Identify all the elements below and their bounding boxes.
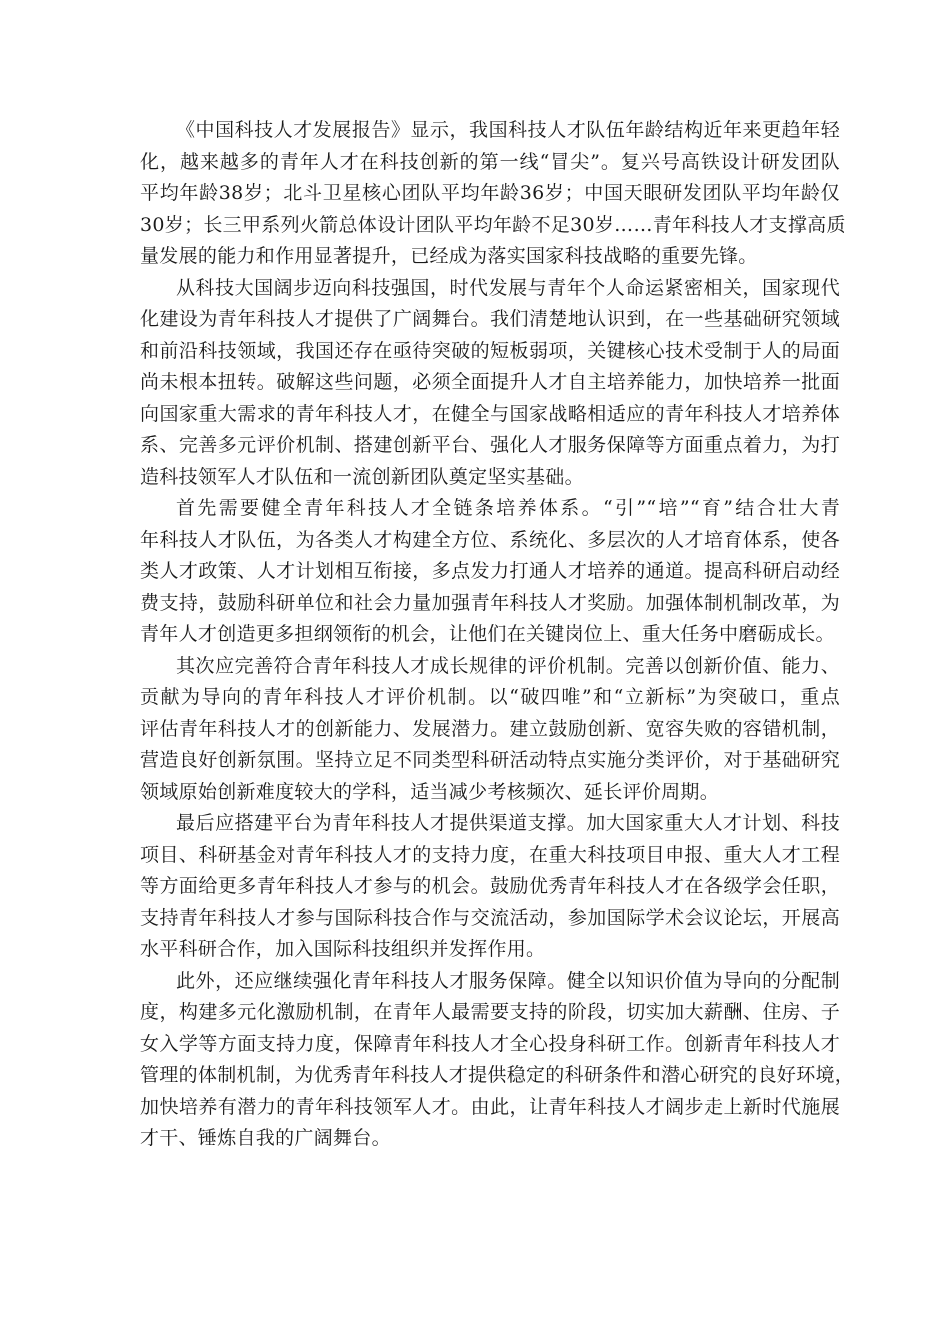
text-line: 加快培养有潜力的青年科技领军人才。由此，让青年科技人才阔步走上新时代施展 — [140, 1095, 840, 1118]
text-line: 此外，还应继续强化青年科技人才服务保障。健全以知识价值为导向的分配制 — [176, 969, 840, 992]
article-body — [140, 115, 855, 1155]
text-line: 《中国科技人才发展报告》显示，我国科技人才队伍年龄结构近年来更趋年轻 — [176, 119, 840, 141]
text-line: 平均年龄38岁；北斗卫星核心团队平均年龄36岁；中国天眼研发团队平均年龄仅 — [140, 182, 840, 204]
paragraph-training-system — [140, 493, 840, 651]
text-line: 从科技大国阔步迈向科技强国，时代发展与青年个人命运紧密相关，国家现代 — [176, 276, 840, 299]
text-line: 化建设为青年科技人才提供了广阔舞台。我们清楚地认识到，在一些基础研究领域 — [140, 308, 840, 330]
text-line: 和前沿科技领域，我国还存在亟待突破的短板弱项，关键核心技术受制于人的局面 — [140, 339, 840, 362]
text-line: 30岁；长三甲系列火箭总体设计团队平均年龄不足30岁……青年科技人才支撑高质 — [140, 213, 846, 236]
text-line: 造科技领军人才队伍和一流创新团队奠定坚实基础。 — [140, 465, 584, 488]
text-line: 才干、锤炼自我的广阔舞台。 — [140, 1127, 391, 1149]
paragraph-platform-support — [140, 808, 840, 966]
text-line: 领域原始创新难度较大的学科，适当减少考核频次、延长评价周期。 — [140, 780, 720, 803]
paragraph-talent-report — [140, 115, 846, 273]
paragraph-service-guarantee — [140, 966, 855, 1155]
text-line: 度，构建多元化激励机制，在青年人最需要支持的阶段，切实加大薪酬、住房、子 — [140, 1001, 840, 1023]
text-line: 化，越来越多的青年人才在科技创新的第一线“冒尖”。复兴号高铁设计研发团队 — [140, 150, 840, 173]
text-line: 年科技人才队伍，为各类人才构建全方位、系统化、多层次的人才培育体系，使各 — [140, 528, 840, 551]
text-line: 最后应搭建平台为青年科技人才提供渠道支撑。加大国家重大人才计划、科技 — [176, 812, 840, 834]
text-line: 项目、科研基金对青年科技人才的支持力度，在重大科技项目申报、重大人才工程 — [140, 843, 840, 866]
text-line: 贡献为导向的青年科技人才评价机制。以“破四唯”和“立新标”为突破口，重点 — [140, 686, 840, 708]
text-line: 其次应完善符合青年科技人才成长规律的评价机制。完善以创新价值、能力、 — [176, 654, 840, 677]
text-line: 费支持，鼓励科研单位和社会力量加强青年科技人才奖励。加强体制机制改革，为 — [140, 591, 840, 614]
text-line: 首先需要健全青年科技人才全链条培养体系。“引”“培”“育”结合壮大青 — [176, 497, 840, 519]
text-line: 类人才政策、人才计划相互衔接，多点发力打通人才培养的通道。提高科研启动经 — [140, 560, 840, 582]
paragraph-science-power — [140, 273, 840, 494]
text-line: 量发展的能力和作用显著提升，已经成为落实国家科技战略的重要先锋。 — [140, 245, 758, 267]
text-line: 支持青年科技人才参与国际科技合作与交流活动，参加国际学术会议论坛，开展高 — [140, 906, 840, 929]
text-line: 尚未根本扭转。破解这些问题，必须全面提升人才自主培养能力，加快培养一批面 — [140, 371, 840, 393]
text-line: 评估青年科技人才的创新能力、发展潜力。建立鼓励创新、宽容失败的容错机制， — [140, 717, 840, 740]
paragraph-evaluation-mechanism — [140, 651, 840, 809]
text-line: 向国家重大需求的青年科技人才，在健全与国家战略相适应的青年科技人才培养体 — [140, 402, 840, 425]
text-line: 女入学等方面支持力度，保障青年科技人才全心投身科研工作。创新青年科技人才 — [140, 1032, 840, 1055]
text-line: 系、完善多元评价机制、搭建创新平台、强化人才服务保障等方面重点着力，为打 — [140, 434, 840, 456]
text-line: 青年人才创造更多担纲领衔的机会，让他们在关键岗位上、重大任务中磨砺成长。 — [140, 623, 835, 645]
text-line: 管理的体制机制，为优秀青年科技人才提供稳定的科研条件和潜心研究的良好环境， — [140, 1064, 855, 1086]
text-line: 水平科研合作，加入国际科技组织并发挥作用。 — [140, 938, 546, 960]
text-line: 营造良好创新氛围。坚持立足不同类型科研活动特点实施分类评价，对于基础研究 — [140, 749, 840, 771]
text-line: 等方面给更多青年科技人才参与的机会。鼓励优秀青年科技人才在各级学会任职， — [140, 875, 840, 897]
